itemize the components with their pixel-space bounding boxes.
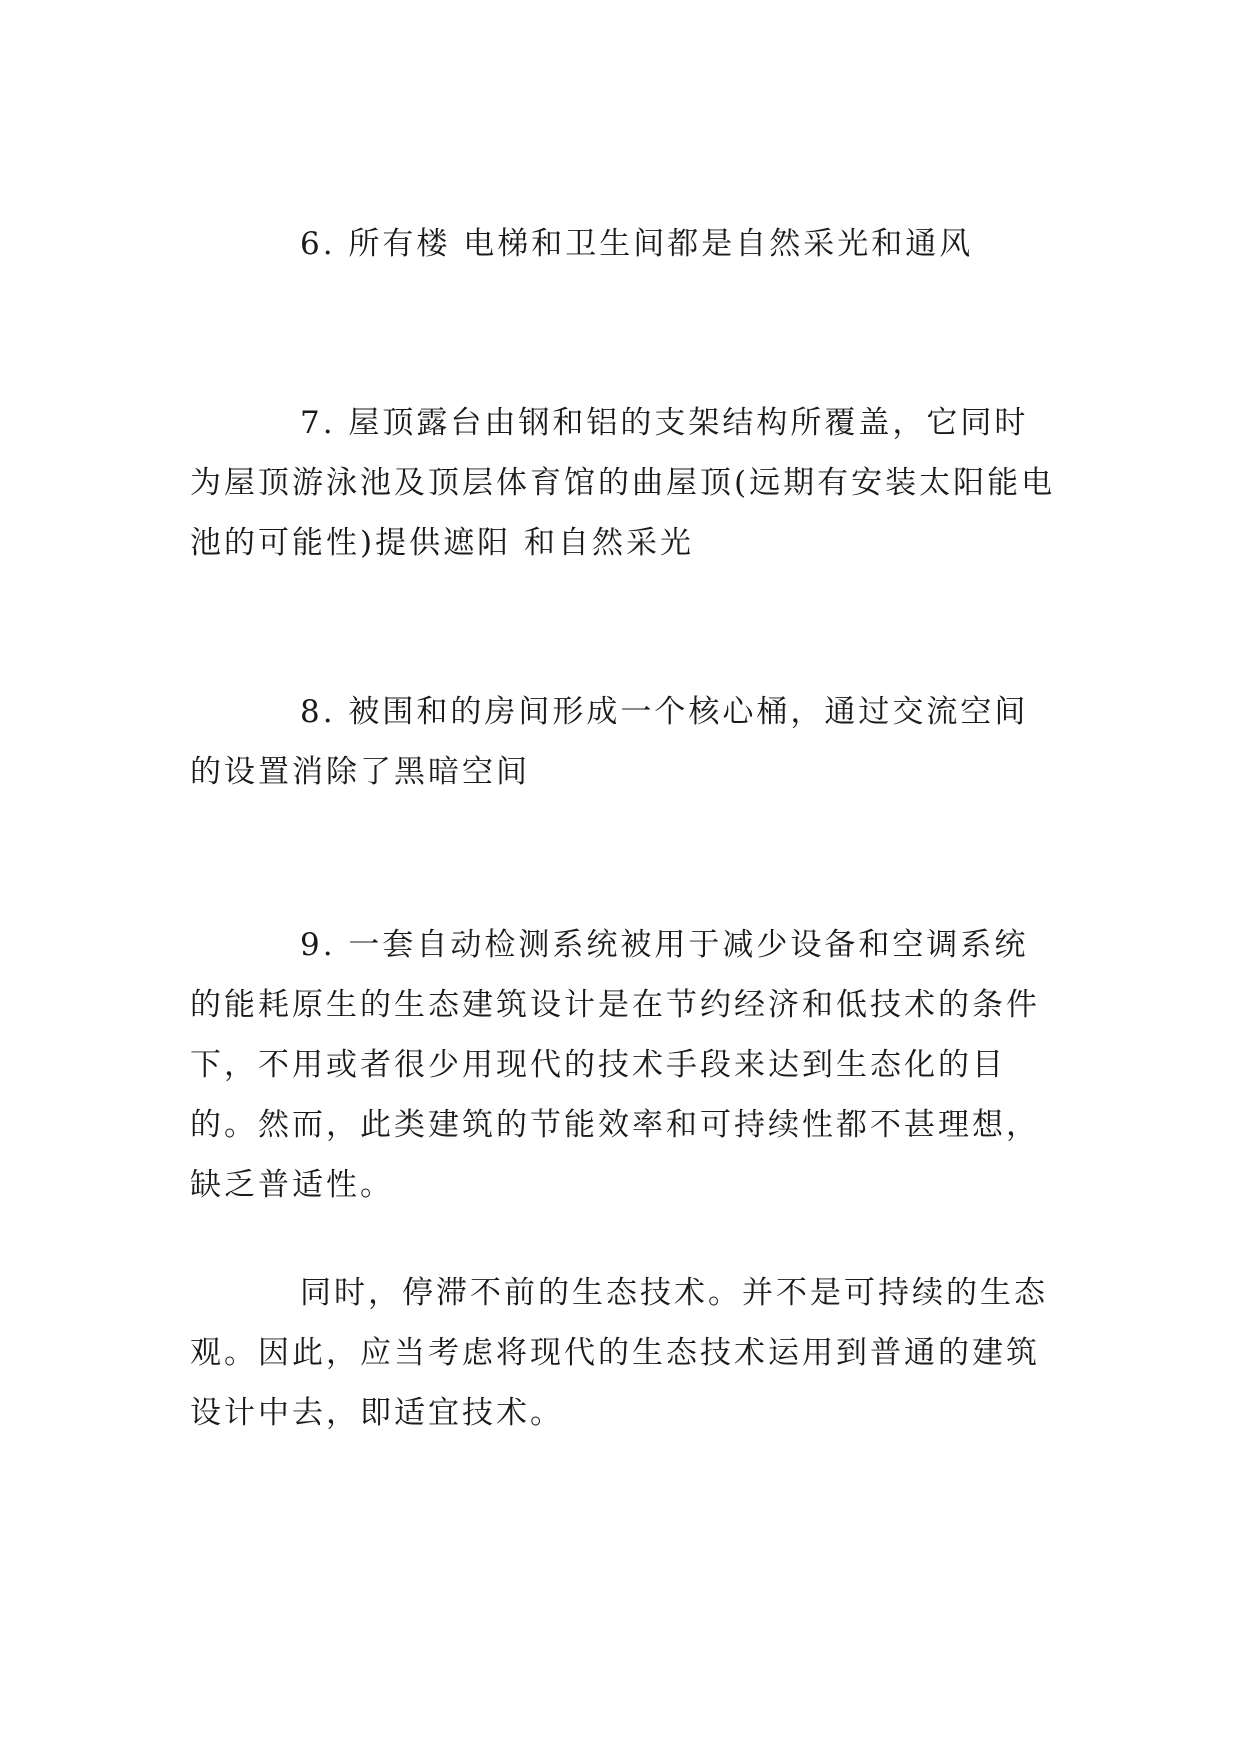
paragraph-item-7: 7. 屋顶露台由钢和铝的支架结构所覆盖，它同时为屋顶游泳池及顶层体育馆的曲屋顶(远期有安装太阳能电池的可能性)提供遮阳 和自然采光 <box>190 405 1056 561</box>
paragraph-item-6: 6. 所有楼 电梯和卫生间都是自然采光和通风 <box>300 226 974 262</box>
paragraph-item-9: 9. 一套自动检测系统被用于减少设备和空调系统的能耗原生的生态建筑设计是在节约经济和低技术的条件下，不用或者很少用现代的技术手段来达到生态化的目的。然而，此类建筑的节能效率和可持续性都不甚理想，缺乏普适性。 <box>190 927 1040 1203</box>
paragraph-item-8: 8. 被围和的房间形成一个核心桶，通过交流空间的设置消除了黑暗空间 <box>190 694 1029 790</box>
paragraph-conclusion: 同时，停滞不前的生态技术。并不是可持续的生态观。因此，应当考虑将现代的生态技术运用到普通的建筑设计中去，即适宜技术。 <box>190 1275 1048 1431</box>
